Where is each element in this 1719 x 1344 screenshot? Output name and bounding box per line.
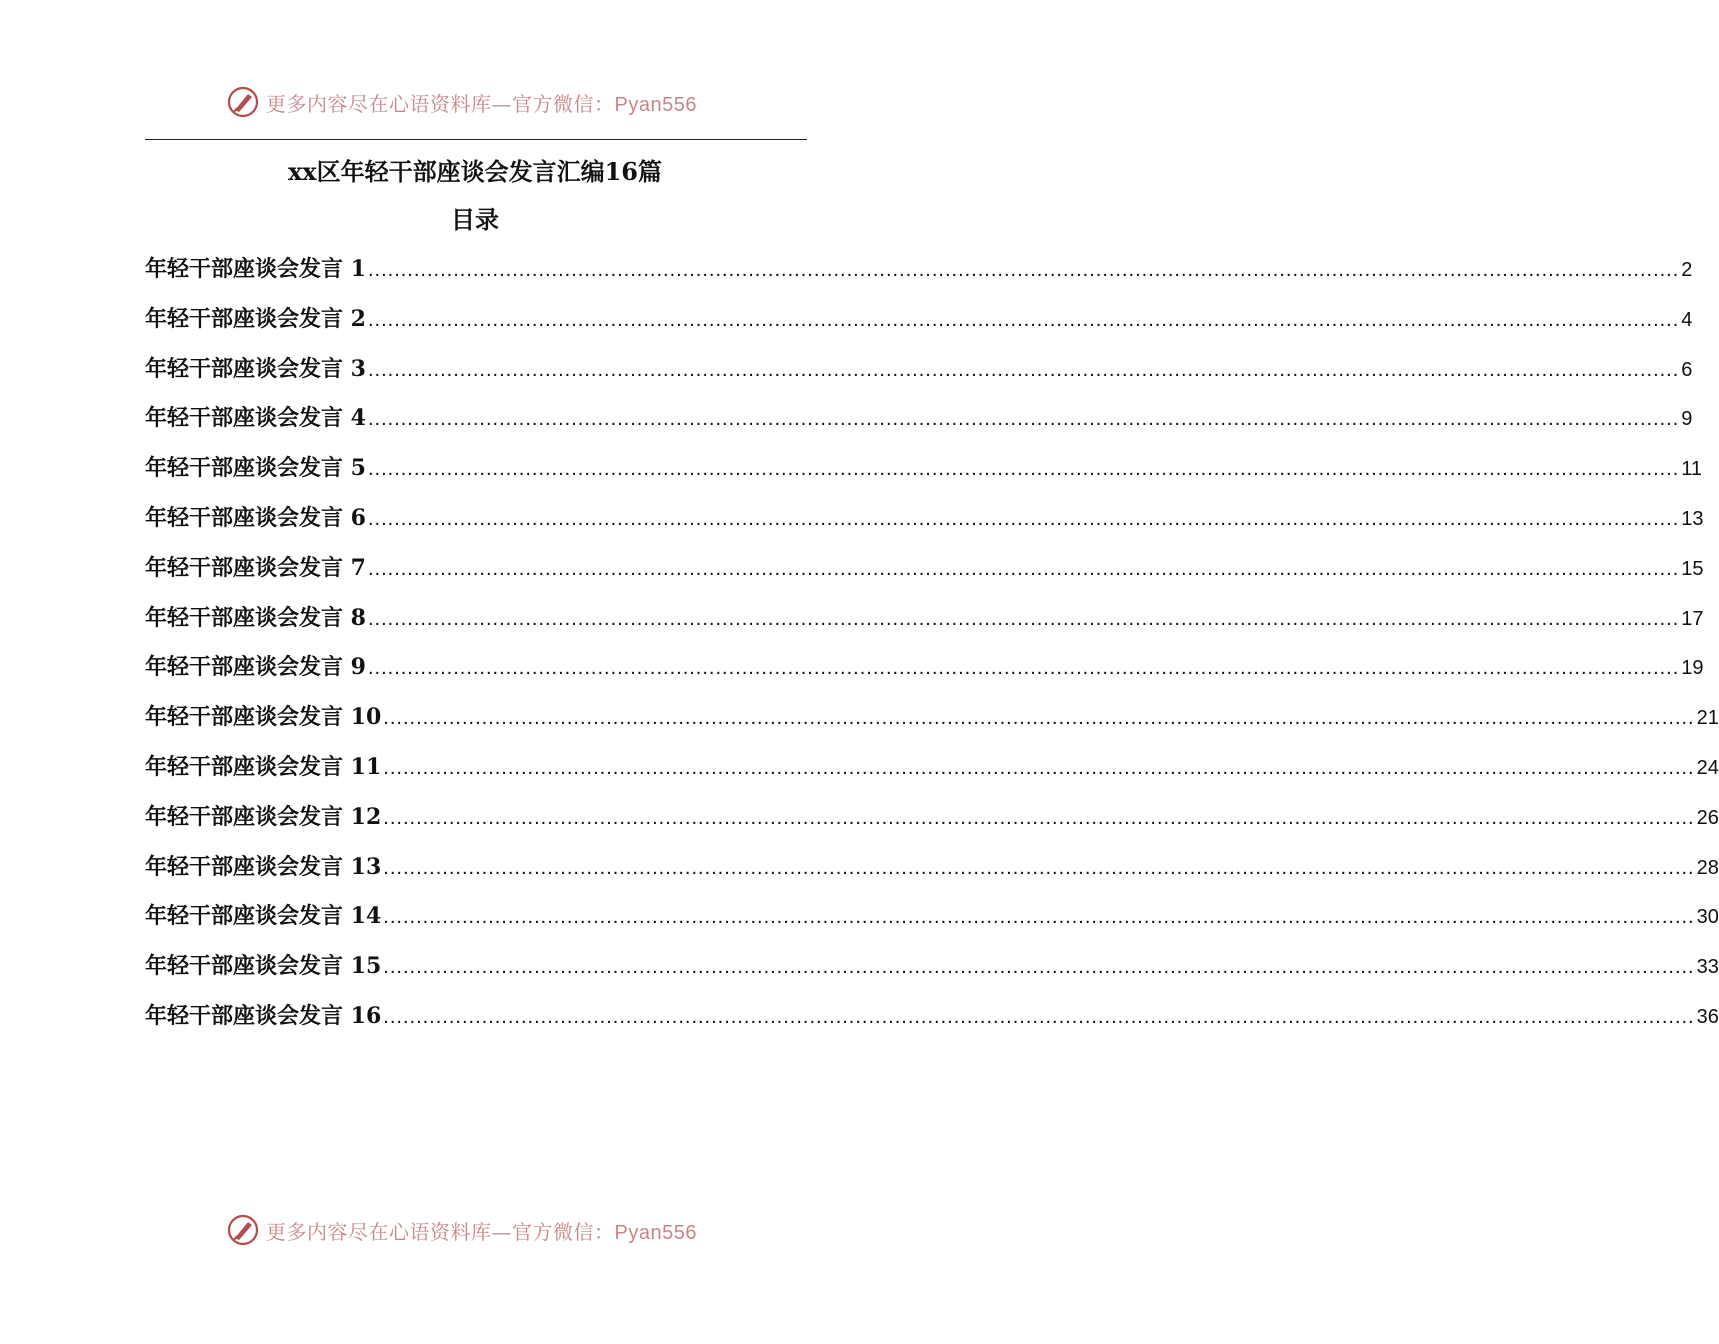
toc-dot-leader: ........................................................................................................................................................................................................ <box>367 458 1680 481</box>
toc-dot-leader: ........................................................................................................................................................................................................ <box>367 607 1680 630</box>
toc-dot-leader: ........................................................................................................................................................................................................ <box>367 358 1680 381</box>
watermark-text: 更多内容尽在心语资料库—官方微信：Pyan556 <box>266 1219 697 1244</box>
quill-logo-icon <box>226 1213 260 1247</box>
toc-entry[interactable] <box>145 700 1719 750</box>
toc-entry-page: 9 <box>1681 408 1693 431</box>
toc-entry-page: 28 <box>1696 856 1719 879</box>
toc-dot-leader: ........................................................................................................................................................................................................ <box>383 856 1695 879</box>
toc-entry-title: 年轻干部座谈会发言 4 <box>145 405 366 432</box>
toc-entry-page: 13 <box>1681 507 1704 530</box>
quill-logo-icon <box>226 85 260 119</box>
toc-dot-leader: ........................................................................................................................................................................................................ <box>383 956 1695 979</box>
toc-entry[interactable] <box>145 899 1719 949</box>
toc-dot-leader: ........................................................................................................................................................................................................ <box>367 657 1680 680</box>
toc-entry-title: 年轻干部座谈会发言 15 <box>145 953 382 980</box>
toc-entry[interactable] <box>145 750 1719 800</box>
toc-dot-leader: ........................................................................................................................................................................................................ <box>367 557 1680 580</box>
toc-entry-page: 17 <box>1681 607 1704 630</box>
toc-entry-page: 11 <box>1681 458 1703 481</box>
toc-entry-page: 6 <box>1681 358 1693 381</box>
toc-entry[interactable] <box>145 650 1704 700</box>
toc-entry-page: 4 <box>1681 308 1693 331</box>
toc-entry[interactable] <box>145 252 1693 302</box>
toc-entry[interactable] <box>145 601 1704 651</box>
toc-dot-leader: ........................................................................................................................................................................................................ <box>367 308 1680 331</box>
toc-entry-title: 年轻干部座谈会发言 16 <box>145 1002 382 1029</box>
toc-dot-leader: ........................................................................................................................................................................................................ <box>367 408 1680 431</box>
toc-entry[interactable] <box>145 501 1704 551</box>
toc-entry[interactable] <box>145 850 1719 900</box>
toc-dot-leader: ........................................................................................................................................................................................................ <box>383 756 1695 779</box>
toc-entry-title: 年轻干部座谈会发言 14 <box>145 903 382 930</box>
toc-entry[interactable] <box>145 800 1719 850</box>
toc-entry-title: 年轻干部座谈会发言 13 <box>145 853 382 880</box>
header-rule <box>145 139 807 140</box>
toc-entry-title: 年轻干部座谈会发言 8 <box>145 604 366 631</box>
toc-entry[interactable] <box>145 551 1704 601</box>
footer-watermark <box>226 1212 697 1248</box>
toc-dot-leader: ........................................................................................................................................................................................................ <box>383 1005 1695 1028</box>
toc-entry-page: 26 <box>1696 806 1719 829</box>
toc-dot-leader: ........................................................................................................................................................................................................ <box>383 707 1695 730</box>
toc-entry[interactable] <box>145 401 1693 451</box>
toc-dot-leader: ........................................................................................................................................................................................................ <box>383 806 1695 829</box>
document-title: xx区年轻干部座谈会发言汇编16篇 <box>287 157 662 186</box>
toc-entry-title: 年轻干部座谈会发言 1 <box>145 256 366 282</box>
toc-entry-title: 年轻干部座谈会发言 12 <box>145 803 382 830</box>
toc-entry[interactable] <box>145 451 1703 501</box>
toc-entry-page: 2 <box>1681 259 1693 281</box>
toc-entry-page: 33 <box>1696 956 1719 979</box>
toc-entry-title: 年轻干部座谈会发言 9 <box>145 654 366 681</box>
toc-entry[interactable] <box>145 302 1693 352</box>
toc-entry-title: 年轻干部座谈会发言 10 <box>145 704 382 731</box>
toc-entry-title: 年轻干部座谈会发言 7 <box>145 554 366 581</box>
toc-entry-title: 年轻干部座谈会发言 6 <box>145 504 366 531</box>
toc-entry-page: 24 <box>1696 756 1719 779</box>
toc-entry[interactable] <box>145 352 1693 402</box>
toc-entry-title: 年轻干部座谈会发言 2 <box>145 305 366 332</box>
watermark-id: Pyan556 <box>614 93 697 116</box>
toc-entry-title: 年轻干部座谈会发言 11 <box>145 753 382 780</box>
toc-entry-title: 年轻干部座谈会发言 3 <box>145 355 366 382</box>
toc-dot-leader: ........................................................................................................................................................................................................ <box>383 906 1695 929</box>
toc-entry[interactable] <box>145 949 1719 999</box>
toc-entry-page: 19 <box>1681 657 1704 680</box>
toc-entry-title: 年轻干部座谈会发言 5 <box>145 455 366 482</box>
toc-entry-page: 15 <box>1681 557 1704 580</box>
watermark-id: Pyan556 <box>614 1221 697 1244</box>
toc-entry-page: 21 <box>1696 707 1719 730</box>
watermark-text: 更多内容尽在心语资料库—官方微信：Pyan556 <box>266 91 697 116</box>
toc-heading: 目录 <box>451 205 499 234</box>
toc-entry[interactable] <box>145 999 1719 1049</box>
toc-dot-leader: ........................................................................................................................................................................................................ <box>367 507 1680 530</box>
toc-dot-leader: ........................................................................................................................................................................................................ <box>367 259 1680 281</box>
toc-entry-page: 30 <box>1696 906 1719 929</box>
header-watermark <box>226 84 697 120</box>
table-of-contents <box>145 252 1719 1049</box>
toc-entry-page: 36 <box>1696 1005 1719 1028</box>
